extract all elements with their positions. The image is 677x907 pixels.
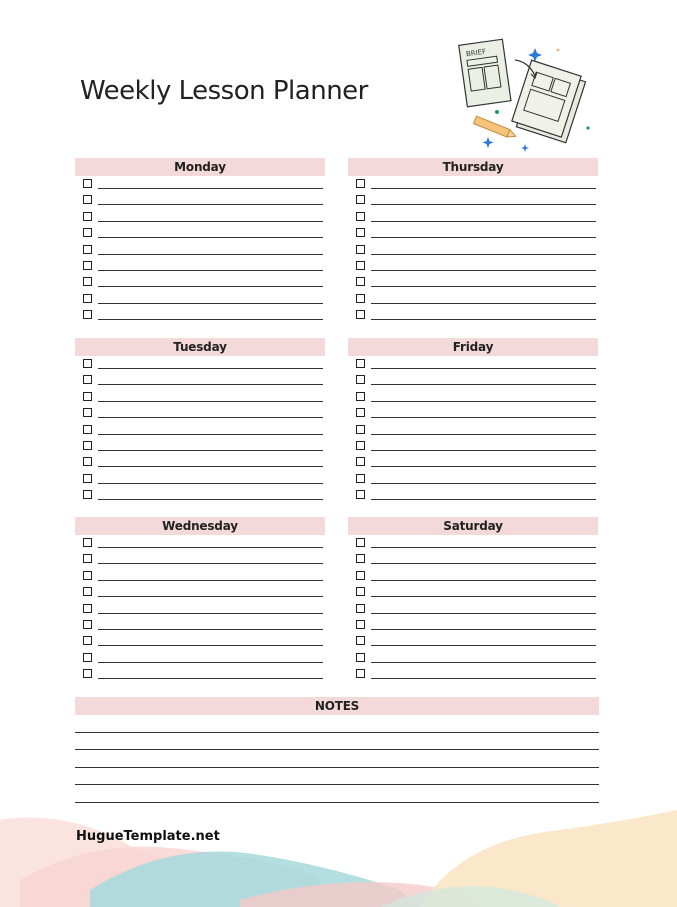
task-row — [75, 274, 325, 290]
note-line[interactable] — [75, 733, 599, 751]
task-row — [75, 192, 325, 208]
note-line[interactable] — [75, 750, 599, 768]
task-write-line[interactable] — [98, 499, 323, 500]
task-row — [75, 225, 325, 241]
task-write-line[interactable] — [98, 319, 323, 320]
task-checkbox[interactable] — [356, 490, 365, 499]
task-checkbox[interactable] — [83, 310, 92, 319]
task-checkbox[interactable] — [356, 457, 365, 466]
task-row — [75, 568, 325, 584]
task-checkbox[interactable] — [83, 375, 92, 384]
task-checkbox[interactable] — [356, 653, 365, 662]
task-write-line[interactable] — [98, 401, 323, 402]
task-checkbox[interactable] — [83, 554, 92, 563]
task-write-line[interactable] — [371, 580, 596, 581]
task-checkbox[interactable] — [83, 261, 92, 270]
task-row — [348, 307, 598, 323]
task-row — [75, 372, 325, 388]
task-row — [75, 487, 325, 503]
task-row — [348, 242, 598, 258]
task-row — [75, 650, 325, 666]
task-write-line[interactable] — [371, 499, 596, 500]
task-write-line[interactable] — [98, 645, 323, 646]
task-write-line[interactable] — [98, 563, 323, 564]
task-checkbox[interactable] — [356, 195, 365, 204]
task-row — [75, 535, 325, 551]
task-row — [75, 389, 325, 405]
task-write-line[interactable] — [98, 270, 323, 271]
day-section-monday — [75, 158, 325, 324]
task-write-line[interactable] — [98, 547, 323, 548]
task-write-line[interactable] — [371, 303, 596, 304]
task-row — [348, 650, 598, 666]
task-checkbox[interactable] — [83, 620, 92, 629]
task-list — [348, 535, 598, 683]
note-line[interactable] — [75, 768, 599, 786]
task-row — [75, 307, 325, 323]
task-row — [348, 551, 598, 567]
task-row — [348, 487, 598, 503]
task-write-line[interactable] — [371, 450, 596, 451]
task-list — [75, 535, 325, 683]
task-checkbox[interactable] — [356, 359, 365, 368]
task-list — [348, 176, 598, 324]
task-write-line[interactable] — [371, 221, 596, 222]
day-header: Wednesday — [75, 517, 325, 535]
pencil-icon — [473, 116, 517, 140]
task-write-line[interactable] — [371, 434, 596, 435]
task-checkbox[interactable] — [356, 294, 365, 303]
task-checkbox[interactable] — [83, 636, 92, 645]
task-checkbox[interactable] — [83, 587, 92, 596]
task-checkbox[interactable] — [83, 425, 92, 434]
task-write-line[interactable] — [98, 483, 323, 484]
task-checkbox[interactable] — [356, 587, 365, 596]
task-write-line[interactable] — [98, 237, 323, 238]
day-header: Tuesday — [75, 338, 325, 356]
task-row — [75, 617, 325, 633]
task-checkbox[interactable] — [83, 571, 92, 580]
task-checkbox[interactable] — [83, 653, 92, 662]
task-write-line[interactable] — [98, 188, 323, 189]
day-section-saturday — [348, 517, 598, 683]
task-write-line[interactable] — [98, 204, 323, 205]
task-write-line[interactable] — [371, 188, 596, 189]
task-write-line[interactable] — [371, 645, 596, 646]
task-checkbox[interactable] — [83, 245, 92, 254]
day-header: Saturday — [348, 517, 598, 535]
task-row — [348, 209, 598, 225]
task-write-line[interactable] — [98, 368, 323, 369]
task-checkbox[interactable] — [83, 441, 92, 450]
task-row — [75, 454, 325, 470]
task-row — [75, 422, 325, 438]
task-write-line[interactable] — [98, 434, 323, 435]
task-write-line[interactable] — [371, 368, 596, 369]
task-row — [348, 225, 598, 241]
task-row — [348, 633, 598, 649]
task-row — [75, 356, 325, 372]
task-checkbox[interactable] — [356, 425, 365, 434]
task-checkbox[interactable] — [83, 195, 92, 204]
task-write-line[interactable] — [98, 254, 323, 255]
task-write-line[interactable] — [98, 417, 323, 418]
notes-section — [75, 697, 599, 803]
task-row — [348, 438, 598, 454]
task-checkbox[interactable] — [83, 277, 92, 286]
task-checkbox[interactable] — [83, 538, 92, 547]
task-row — [348, 584, 598, 600]
task-write-line[interactable] — [98, 221, 323, 222]
papers-illustration-icon — [455, 34, 615, 159]
task-list — [348, 356, 598, 504]
task-checkbox[interactable] — [356, 261, 365, 270]
task-checkbox[interactable] — [83, 669, 92, 678]
task-write-line[interactable] — [371, 596, 596, 597]
note-line[interactable] — [75, 715, 599, 733]
task-write-line[interactable] — [371, 547, 596, 548]
task-checkbox[interactable] — [83, 474, 92, 483]
day-section-thursday — [348, 158, 598, 324]
task-row — [75, 242, 325, 258]
task-write-line[interactable] — [371, 678, 596, 679]
task-checkbox[interactable] — [356, 441, 365, 450]
page-title: Weekly Lesson Planner — [80, 76, 368, 106]
task-list — [75, 356, 325, 504]
task-checkbox[interactable] — [356, 392, 365, 401]
task-row — [348, 454, 598, 470]
task-row — [348, 422, 598, 438]
task-write-line[interactable] — [371, 613, 596, 614]
task-row — [75, 551, 325, 567]
task-row — [348, 274, 598, 290]
task-write-line[interactable] — [371, 254, 596, 255]
task-row — [75, 291, 325, 307]
task-checkbox[interactable] — [356, 228, 365, 237]
task-row — [348, 356, 598, 372]
day-section-tuesday — [75, 338, 325, 504]
task-checkbox[interactable] — [356, 538, 365, 547]
task-write-line[interactable] — [371, 319, 596, 320]
task-row — [348, 405, 598, 421]
task-row — [75, 633, 325, 649]
task-write-line[interactable] — [98, 596, 323, 597]
task-row — [75, 471, 325, 487]
task-checkbox[interactable] — [83, 212, 92, 221]
day-header: Thursday — [348, 158, 598, 176]
task-row — [348, 666, 598, 682]
footer-wave-decoration — [0, 800, 677, 907]
task-checkbox[interactable] — [83, 294, 92, 303]
day-section-wednesday — [75, 517, 325, 683]
task-row — [348, 471, 598, 487]
task-checkbox[interactable] — [83, 228, 92, 237]
task-row — [75, 258, 325, 274]
task-write-line[interactable] — [371, 417, 596, 418]
task-checkbox[interactable] — [356, 636, 365, 645]
task-write-line[interactable] — [371, 270, 596, 271]
task-checkbox[interactable] — [356, 669, 365, 678]
task-write-line[interactable] — [98, 629, 323, 630]
day-section-friday — [348, 338, 598, 504]
task-checkbox[interactable] — [356, 212, 365, 221]
task-write-line[interactable] — [98, 384, 323, 385]
task-row — [75, 584, 325, 600]
task-checkbox[interactable] — [83, 457, 92, 466]
task-row — [75, 176, 325, 192]
task-row — [348, 535, 598, 551]
task-row — [348, 617, 598, 633]
task-write-line[interactable] — [98, 678, 323, 679]
task-write-line[interactable] — [98, 613, 323, 614]
task-row — [348, 258, 598, 274]
task-checkbox[interactable] — [356, 554, 365, 563]
notes-lines — [75, 715, 599, 803]
task-row — [75, 209, 325, 225]
task-write-line[interactable] — [371, 384, 596, 385]
task-row — [348, 192, 598, 208]
task-write-line[interactable] — [371, 286, 596, 287]
day-header: Monday — [75, 158, 325, 176]
task-row — [75, 438, 325, 454]
task-checkbox[interactable] — [356, 474, 365, 483]
task-checkbox[interactable] — [83, 490, 92, 499]
task-checkbox[interactable] — [356, 245, 365, 254]
notes-header: NOTES — [75, 697, 599, 715]
task-checkbox[interactable] — [356, 277, 365, 286]
task-checkbox[interactable] — [83, 392, 92, 401]
task-write-line[interactable] — [98, 303, 323, 304]
task-checkbox[interactable] — [83, 179, 92, 188]
task-write-line[interactable] — [371, 466, 596, 467]
task-row — [75, 405, 325, 421]
task-row — [348, 176, 598, 192]
task-checkbox[interactable] — [83, 408, 92, 417]
task-checkbox[interactable] — [356, 179, 365, 188]
task-write-line[interactable] — [98, 286, 323, 287]
task-checkbox[interactable] — [356, 310, 365, 319]
day-header: Friday — [348, 338, 598, 356]
task-row — [348, 389, 598, 405]
task-row — [348, 568, 598, 584]
task-row — [75, 601, 325, 617]
task-write-line[interactable] — [371, 204, 596, 205]
task-row — [348, 601, 598, 617]
footer-website: HugueTemplate.net — [76, 829, 220, 844]
task-write-line[interactable] — [98, 580, 323, 581]
brief-paper-label: BRIEF — [465, 47, 487, 59]
task-row — [348, 372, 598, 388]
task-row — [75, 666, 325, 682]
task-checkbox[interactable] — [83, 359, 92, 368]
task-checkbox[interactable] — [83, 604, 92, 613]
task-checkbox[interactable] — [356, 408, 365, 417]
task-row — [348, 291, 598, 307]
task-list — [75, 176, 325, 324]
task-write-line[interactable] — [371, 563, 596, 564]
task-write-line[interactable] — [371, 237, 596, 238]
task-write-line[interactable] — [371, 662, 596, 663]
task-checkbox[interactable] — [356, 620, 365, 629]
task-write-line[interactable] — [371, 483, 596, 484]
task-checkbox[interactable] — [356, 571, 365, 580]
task-write-line[interactable] — [98, 466, 323, 467]
task-write-line[interactable] — [371, 401, 596, 402]
task-checkbox[interactable] — [356, 375, 365, 384]
task-write-line[interactable] — [98, 662, 323, 663]
task-write-line[interactable] — [371, 629, 596, 630]
task-write-line[interactable] — [98, 450, 323, 451]
task-checkbox[interactable] — [356, 604, 365, 613]
